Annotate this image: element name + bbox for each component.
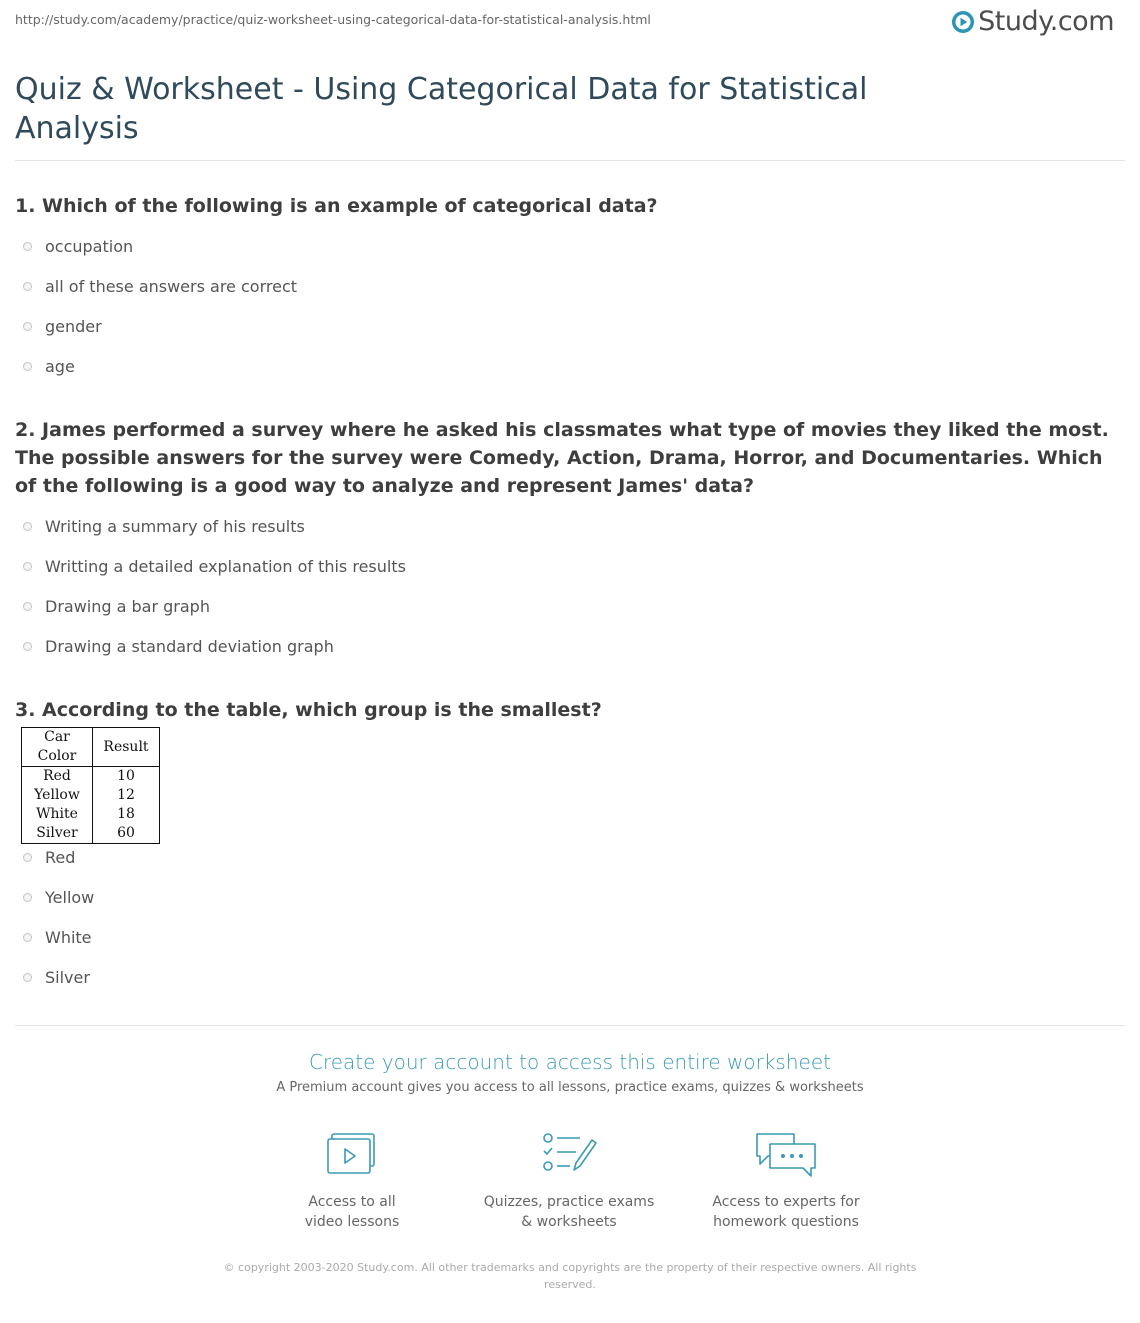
answer-label: Writing a summary of his results [45, 517, 305, 536]
table-header: Result [93, 728, 160, 767]
answer-option[interactable] [23, 277, 297, 296]
table-cell: 60 [93, 824, 160, 844]
answer-label: Silver [45, 968, 90, 987]
video-lesson-icon [324, 1130, 380, 1178]
table-row [22, 767, 160, 787]
answer-label: occupation [45, 237, 134, 256]
radio-button[interactable] [23, 242, 32, 251]
answer-option[interactable] [23, 888, 94, 907]
radio-button[interactable] [23, 282, 32, 291]
answer-label: Yellow [45, 888, 95, 907]
answer-label: Writting a detailed explanation of this results [45, 557, 406, 576]
radio-button[interactable] [23, 973, 32, 982]
feature-line: Access to experts for [712, 1194, 860, 1210]
logo-text: Study.com [978, 6, 1114, 37]
answer-label: gender [45, 317, 102, 336]
quiz-checklist-icon [540, 1130, 598, 1178]
table-row [22, 805, 160, 824]
radio-button[interactable] [23, 933, 32, 942]
table-cell: Silver [22, 824, 93, 844]
divider [15, 1025, 1125, 1026]
answer-label: White [45, 928, 92, 947]
play-circle-icon [951, 10, 975, 34]
cta-subheading: A Premium account gives you access to all lessons, practice exams, quizzes & worksheets [276, 1080, 864, 1095]
radio-button[interactable] [23, 893, 32, 902]
answer-option[interactable] [23, 517, 305, 536]
feature-line: homework questions [713, 1214, 859, 1230]
copyright: © copyright 2003-2020 Study.com. All other trademarks and copyrights are the property of their respective owners. All rights reserved. [223, 1261, 917, 1291]
answer-option[interactable] [23, 928, 92, 947]
answer-option[interactable] [23, 637, 334, 656]
radio-button[interactable] [23, 362, 32, 371]
table-cell: Yellow [22, 786, 93, 805]
answer-label: all of these answers are correct [45, 277, 298, 296]
page-title: Quiz & Worksheet - Using Categorical Data for Statistical Analysis [15, 72, 868, 146]
divider [15, 160, 1125, 161]
answer-option[interactable] [23, 357, 75, 376]
answer-label: Drawing a standard deviation graph [45, 637, 334, 656]
feature-line: Quizzes, practice exams [483, 1194, 655, 1210]
question-1: 1. Which of the following is an example of categorical data? [15, 195, 658, 217]
answer-option[interactable] [23, 237, 133, 256]
question-3: 3. According to the table, which group is the smallest? [15, 699, 602, 721]
car-color-table [21, 727, 160, 844]
table-cell: 18 [93, 805, 160, 824]
radio-button[interactable] [23, 522, 32, 531]
table-row [22, 824, 160, 844]
answer-label: Red [45, 848, 76, 867]
answer-label: age [45, 357, 75, 376]
radio-button[interactable] [23, 562, 32, 571]
table-cell: White [22, 805, 93, 824]
answer-option[interactable] [23, 597, 210, 616]
chat-bubbles-icon [754, 1130, 818, 1180]
feature-quizzes [469, 1130, 669, 1232]
page-url: http://study.com/academy/practice/quiz-worksheet-using-categorical-data-for-statistical-analysis.html [15, 12, 651, 27]
answer-label: Drawing a bar graph [45, 597, 210, 616]
cta-heading[interactable]: Create your account to access this entire worksheet [309, 1050, 831, 1074]
table-cell: Red [22, 767, 93, 787]
table-header: Car Color [22, 728, 93, 767]
table-cell: 12 [93, 786, 160, 805]
answer-option[interactable] [23, 968, 90, 987]
feature-experts [686, 1130, 886, 1232]
table-row [22, 786, 160, 805]
radio-button[interactable] [23, 642, 32, 651]
question-2: 2. James performed a survey where he asked his classmates what type of movies they liked the most. The possible answers for the survey were Comedy, Action, Drama, Horror, and Documentaries. Which of the following is a good way to analyze and represent James' data? [15, 419, 1109, 497]
radio-button[interactable] [23, 853, 32, 862]
table-cell: 10 [93, 767, 160, 787]
feature-video-lessons [252, 1130, 452, 1232]
feature-line: & worksheets [521, 1214, 617, 1230]
radio-button[interactable] [23, 602, 32, 611]
feature-line: Access to all [308, 1194, 396, 1210]
feature-line: video lessons [304, 1214, 400, 1230]
answer-option[interactable] [23, 317, 102, 336]
answer-option[interactable] [23, 848, 75, 867]
radio-button[interactable] [23, 322, 32, 331]
answer-option[interactable] [23, 557, 406, 576]
study-logo[interactable] [951, 6, 1114, 37]
